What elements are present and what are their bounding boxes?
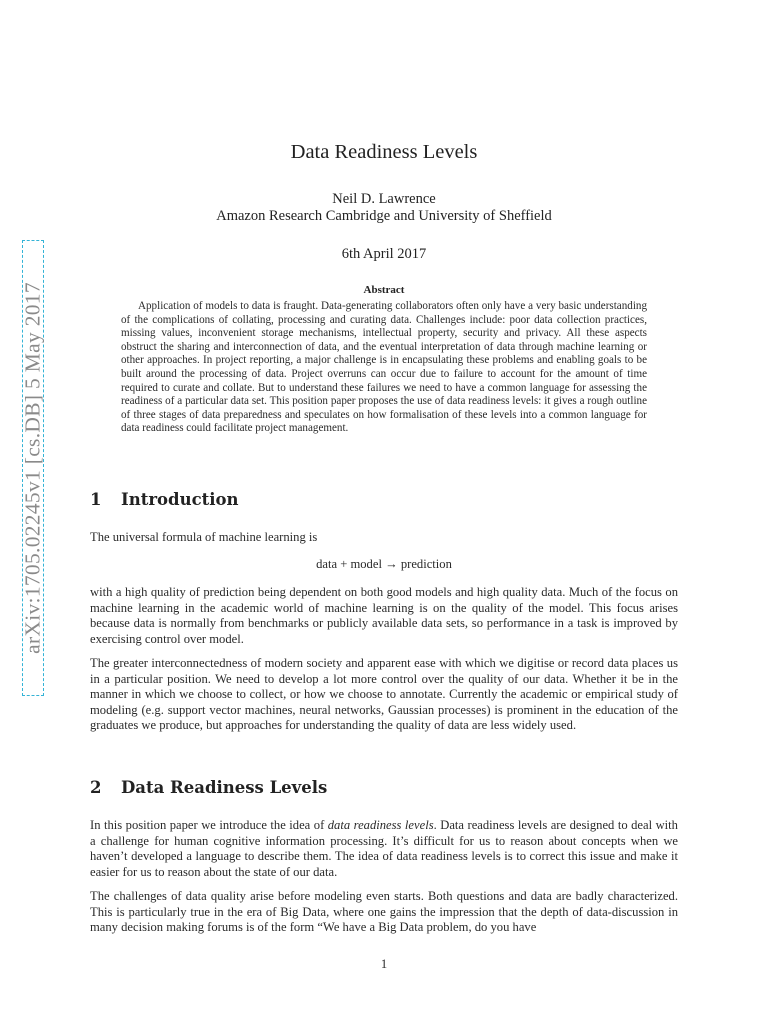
paragraph: The greater interconnectedness of modern society and apparent ease with which we digitise or record data places us in a particular position. We need to develop a lot more control over the quality of our data. Whether it be in the manner in which we choose to collect, or how we choose to annotate. Currently the academic or empirical study of modeling (e.g. support vector machines, neural networks, Gaussian processes) is prominent in the education of the graduates we produce, but approaches for understanding the quality of data are less widely used. [90,656,678,733]
paper-title: Data Readiness Levels [290,141,478,163]
abstract-heading: Abstract [363,284,405,296]
intro-sentence: The universal formula of machine learning is [90,530,318,544]
paragraph: The challenges of data quality arise before modeling even starts. Both questions and data are badly characterized. This is particularly true in the era of Big Data, where one gains the impression that the depth of data-discussion in many decision making forums is of the form “We have a Big Data problem, do you have [90,889,678,935]
paragraph-text: In this position paper we introduce the idea of [90,818,328,832]
paper-date: 6th April 2017 [341,246,427,262]
author-name: Neil D. Lawrence [332,191,436,207]
paragraph [90,818,678,880]
section-heading-introduction [90,490,239,509]
section-number: 1 [90,490,102,509]
section-heading-data-readiness-levels [90,778,327,797]
paragraph-text: . Data readiness levels are designed to deal with a challenge for human cognitive information processing. It’s difficult for us to reason about concepts when we haven’t developed a language to describe them. The idea of data readiness levels is to correct this issue and make it easier for us to reason about the state of our data. [90,818,678,879]
section-title: Introduction [121,490,239,509]
emphasized-term: data readiness levels [327,818,434,832]
arxiv-stamp [22,240,44,696]
section-title: Data Readiness Levels [121,778,328,797]
arxiv-stamp-text: arXiv:1705.02245v1 [cs.DB] 5 May 2017 [20,282,45,654]
author-affiliation: Amazon Research Cambridge and University of Sheffield [216,208,552,224]
formula-equation: data + model → prediction [316,557,452,571]
section-number: 2 [90,778,102,797]
page-number: 1 [380,957,388,971]
paragraph: with a high quality of prediction being dependent on both good models and high quality data. Much of the focus on machine learning in the academic world of machine learning is on the quality of the model. This focus arises because data is normally from benchmarks or publicly available data sets, so performance in a task is improved by exercising control over model. [90,585,678,646]
abstract-body: Application of models to data is fraught. Data-generating collaborators often only have a very basic understanding of the complications of collating, processing and curating data. Challenges include: poor data collection practices, missing values, inconvenient storage mechanisms, intellectual property, security and privacy. All these aspects obstruct the sharing and interconnection of data, and the eventual interpretation of data through machine learning or other approaches. In project reporting, a major challenge is in encapsulating these problems and enabling goals to be built around the processing of data. Project overruns can occur due to failure to account for the amount of time required to curate and collate. But to understand these failures we need to have a common language for assessing the readiness of a particular data set. This position paper proposes the use of data readiness levels: it gives a rough outline of three stages of data preparedness and speculates on how formalisation of these levels into a common language for data readiness could facilitate project management. [121,300,647,435]
